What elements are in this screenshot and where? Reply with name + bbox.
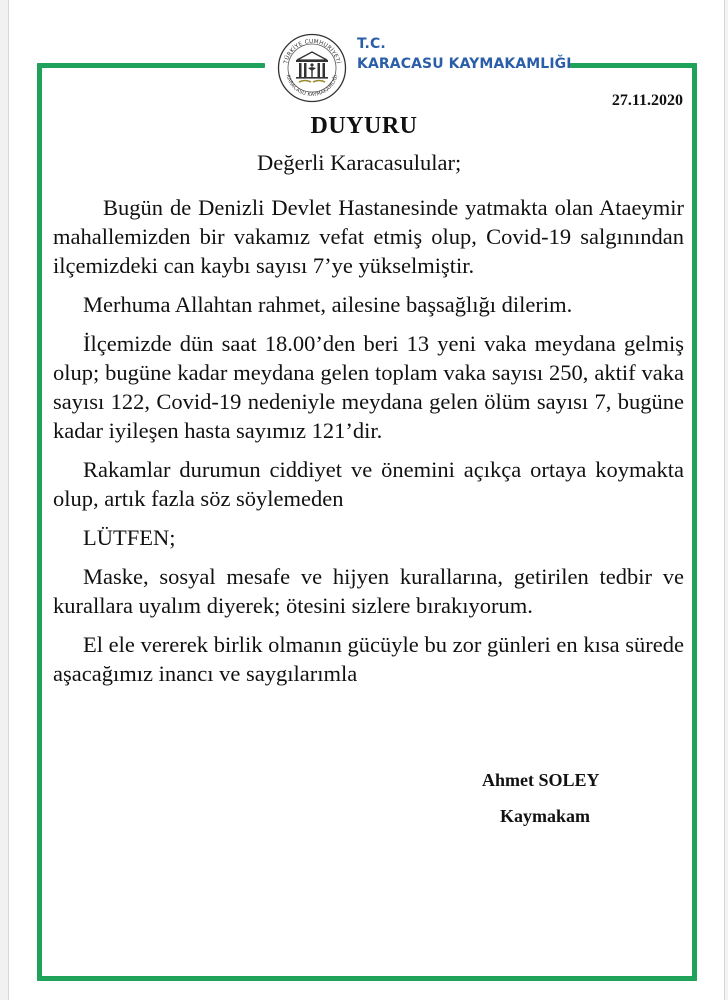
document-body	[53, 193, 684, 698]
seal-logo-icon	[277, 33, 347, 103]
document-date: 27.11.2020	[611, 92, 683, 109]
frame-right	[692, 63, 697, 981]
frame-top-right	[570, 63, 697, 68]
paragraph-death-report: Bugün de Denizli Devlet Hastanesinde yatmakta olan Ataeymir mahallemizden bir vakamız vefat etmiş olup, Covid-19 salgınından ilçemizdeki can kaybı sayısı 7’ye yükselmiştir.	[53, 195, 684, 278]
paragraph-statistics: İlçemizde dün saat 18.00’den beri 13 yeni vaka meydana gelmiş olup; bugüne kadar meydana gelen toplam vaka sayısı 250, aktif vaka sayısı 122, Covid-19 nedeniyle meydana gelen ölüm sayısı 7, bugüne kadar iyileşen hasta sayımız 121’dir.	[53, 331, 684, 443]
signature-name: Ahmet SOLEY	[482, 770, 600, 790]
svg-text:KARACASU KAYMAKAMLIĞI: KARACASU KAYMAKAMLIĞI	[284, 74, 340, 99]
paragraph-condolence: Merhuma Allahtan rahmet, ailesine başsağlığı dilerim.	[83, 292, 573, 317]
page-edge-left	[0, 0, 9, 1000]
svg-text:TÜRKİYE CUMHURİYETİ: TÜRKİYE CUMHURİYETİ	[283, 38, 341, 65]
paragraph-please: LÜTFEN;	[83, 525, 176, 550]
frame-bottom	[37, 976, 697, 981]
header-institution: KARACASU KAYMAKAMLIĞI	[357, 56, 572, 72]
frame-top-left	[37, 63, 265, 68]
signature-role: Kaymakam	[500, 806, 590, 826]
paragraph-closing: El ele vererek birlik olmanın gücüyle bu zor günleri en kısa sürede aşacağımız inancı ve saygılarımla	[53, 632, 684, 686]
page-edge-right	[724, 0, 728, 1000]
paragraph-seriousness: Rakamlar durumun ciddiyet ve önemini açıkça ortaya koymakta olup, artık fazla söz söylemeden	[53, 457, 684, 511]
greeting: Değerli Karacasulular;	[257, 150, 462, 175]
frame-left	[37, 63, 42, 981]
paragraph-rules: Maske, sosyal mesafe ve hijyen kurallarına, getirilen tedbir ve kurallara uyalım diyerek; ötesini sizlere bırakıyorum.	[53, 564, 684, 618]
header-tc: T.C.	[357, 36, 386, 52]
document-title: DUYURU	[310, 113, 418, 139]
